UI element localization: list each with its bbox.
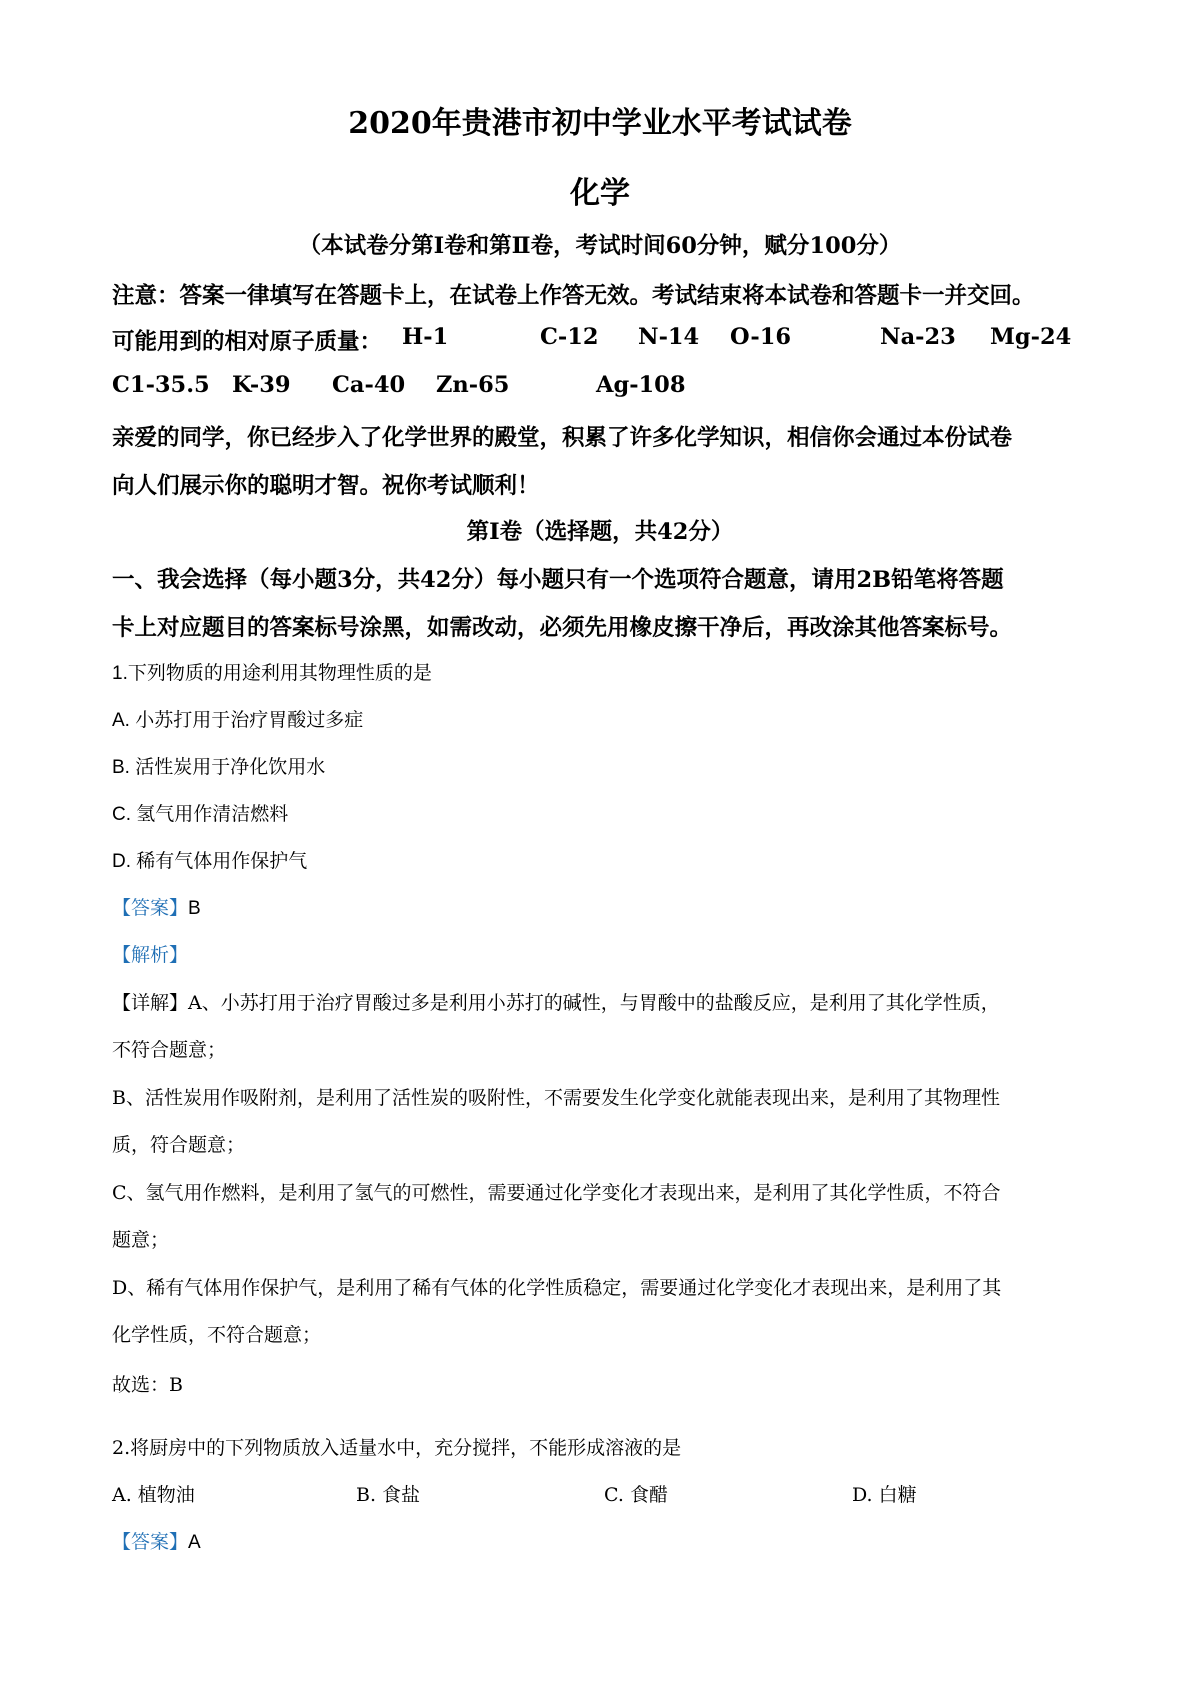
question-1-option-a: A. 小苏打用于治疗胃酸过多症 xyxy=(112,710,364,731)
atomic-mass-item: K-39 xyxy=(232,372,291,398)
question-2-option-b: B. 食盐 xyxy=(356,1484,421,1506)
atomic-mass-item: O-16 xyxy=(730,324,792,350)
greeting-line-2: 向人们展示你的聪明才智。祝你考试顺利！ xyxy=(112,473,540,499)
question-1-analysis-label: 【解析】 xyxy=(112,945,189,966)
question-1-detail-line: B、活性炭用作吸附剂，是利用了活性炭的吸附性，不需要发生化学变化就能表现出来，是利用了其物理性 xyxy=(112,1087,1000,1109)
question-2-answer xyxy=(112,1527,201,1554)
section-instruction-line-2: 卡上对应题目的答案标号涂黑，如需改动，必须先用橡皮擦干净后，再改涂其他答案标号。 xyxy=(112,615,1013,641)
question-1-option-d: D. 稀有气体用作保护气 xyxy=(112,851,308,872)
atomic-mass-item: Na-23 xyxy=(880,324,956,350)
atomic-mass-item: Ca-40 xyxy=(332,372,406,398)
greeting-line-1: 亲爱的同学，你已经步入了化学世界的殿堂，积累了许多化学知识，相信你会通过本份试卷 xyxy=(112,425,1013,451)
atomic-mass-item: H-1 xyxy=(402,324,449,350)
question-1-detail-line: 不符合题意； xyxy=(112,1039,227,1061)
atomic-mass-item: Zn-65 xyxy=(436,372,510,398)
exam-info: （本试卷分第Ⅰ卷和第Ⅱ卷，考试时间60分钟，赋分100分） xyxy=(298,233,902,259)
atomic-mass-item: C1-35.5 xyxy=(112,372,210,398)
atomic-mass-label: 可能用到的相对原子质量： xyxy=(112,329,383,355)
question-1-answer xyxy=(112,893,201,920)
question-1-detail-line: 题意； xyxy=(112,1229,170,1251)
question-2-option-d: D. 白糖 xyxy=(852,1484,917,1506)
atomic-mass-item: N-14 xyxy=(638,324,700,350)
question-1-option-c: C. 氢气用作清洁燃料 xyxy=(112,804,289,825)
question-1-stem: 1.下列物质的用途利用其物理性质的是 xyxy=(112,663,432,684)
question-1-detail-line: C、氢气用作燃料，是利用了氢气的可燃性，需要通过化学变化才表现出来，是利用了其化学性质，不符合 xyxy=(112,1182,1001,1204)
question-1-detail-line: D、稀有气体用作保护气，是利用了稀有气体的化学性质稳定，需要通过化学变化才表现出来，是利用了其 xyxy=(112,1277,1002,1299)
atomic-mass-item: Mg-24 xyxy=(990,324,1072,350)
notice: 注意：答案一律填写在答题卡上，在试卷上作答无效。考试结束将本试卷和答题卡一并交回。 xyxy=(112,283,1035,309)
atomic-mass-item: Ag-108 xyxy=(596,372,686,398)
question-1-detail-line: 【详解】A、小苏打用于治疗胃酸过多是利用小苏打的碱性，与胃酸中的盐酸反应，是利用了其化学性质， xyxy=(112,992,1000,1014)
question-1-option-b: B. 活性炭用于净化饮用水 xyxy=(112,757,326,778)
answer-value: B xyxy=(188,898,201,919)
question-2-option-c: C. 食醋 xyxy=(604,1484,668,1506)
question-1-detail-line: 化学性质，不符合题意； xyxy=(112,1324,322,1346)
answer-label: 【答案】 xyxy=(112,898,189,919)
question-2-stem: 2.将厨房中的下列物质放入适量水中，充分搅拌，不能形成溶液的是 xyxy=(112,1437,682,1459)
answer-value: A xyxy=(188,1532,201,1553)
section-heading: 第I卷（选择题，共42分） xyxy=(466,519,734,545)
exam-title: 2020年贵港市初中学业水平考试试卷 xyxy=(348,106,852,141)
atomic-mass-item: C-12 xyxy=(540,324,599,350)
subject-title: 化学 xyxy=(570,176,630,211)
question-1-detail-line: 质，符合题意； xyxy=(112,1134,246,1156)
question-1-conclusion: 故选：B xyxy=(112,1374,183,1396)
answer-label: 【答案】 xyxy=(112,1532,189,1553)
section-instruction-line-1: 一、我会选择（每小题3分，共42分）每小题只有一个选项符合题意，请用2B铅笔将答题 xyxy=(112,567,1004,593)
question-2-option-a: A. 植物油 xyxy=(112,1484,195,1506)
